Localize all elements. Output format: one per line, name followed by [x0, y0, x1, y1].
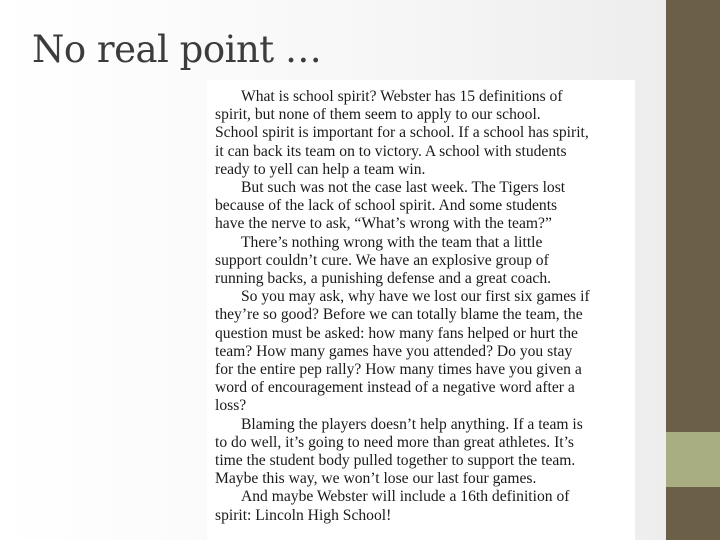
article-line: to do well, it’s going to need more than great athletes. It’s: [215, 433, 575, 451]
article-line: Maybe this way, we won’t lose our last four games.: [215, 470, 537, 488]
article-line: School spirit is important for a school. If a school has spirit,: [215, 124, 589, 142]
article-paragraph: [215, 88, 635, 179]
article-line: And maybe Webster will include a 16th definition of: [241, 488, 570, 506]
article-line: ready to yell can help a team win.: [215, 160, 426, 178]
article-line: spirit: Lincoln High School!: [215, 506, 392, 524]
slide-title: No real point …: [32, 28, 322, 71]
article-line: question must be asked: how many fans helped or hurt the: [215, 324, 578, 342]
article-line: because of the lack of school spirit. And some students: [215, 197, 558, 215]
article-line: But such was not the case last week. The Tigers lost: [241, 179, 566, 197]
scanned-article: [207, 80, 635, 540]
article-line: team? How many games have you attended? Do you stay: [215, 342, 573, 360]
article-line: it can back its team on to victory. A school with students: [215, 142, 567, 160]
article-line: Blaming the players doesn’t help anything. If a team is: [241, 415, 583, 433]
article-paragraph: [215, 288, 635, 415]
article-line: word of encouragement instead of a negative word after a: [215, 379, 575, 397]
article-line: loss?: [215, 397, 247, 415]
article-line: time the student body pulled together to support the team.: [215, 452, 576, 470]
article-line: spirit, but none of them seem to apply to our school.: [215, 106, 541, 124]
article-paragraph: [215, 416, 635, 489]
article-line: support couldn’t cure. We have an explosive group of: [215, 251, 549, 269]
article-line: for the entire pep rally? How many times have you given a: [215, 361, 582, 379]
sidebar-accent-block: [666, 432, 720, 487]
article-paragraph: [215, 234, 635, 289]
article-line: What is school spirit? Webster has 15 definitions of: [241, 88, 563, 105]
article-line: running backs, a punishing defense and a great coach.: [215, 270, 552, 288]
article-line: There’s nothing wrong with the team that a little: [241, 233, 543, 251]
article-line: have the nerve to ask, “What’s wrong with the team?”: [215, 215, 552, 233]
article-paragraph: [215, 488, 635, 524]
article-line: So you may ask, why have we lost our first six games if: [241, 288, 590, 306]
article-line: they’re so good? Before we can totally blame the team, the: [215, 306, 583, 324]
article-paragraph: [215, 179, 635, 234]
